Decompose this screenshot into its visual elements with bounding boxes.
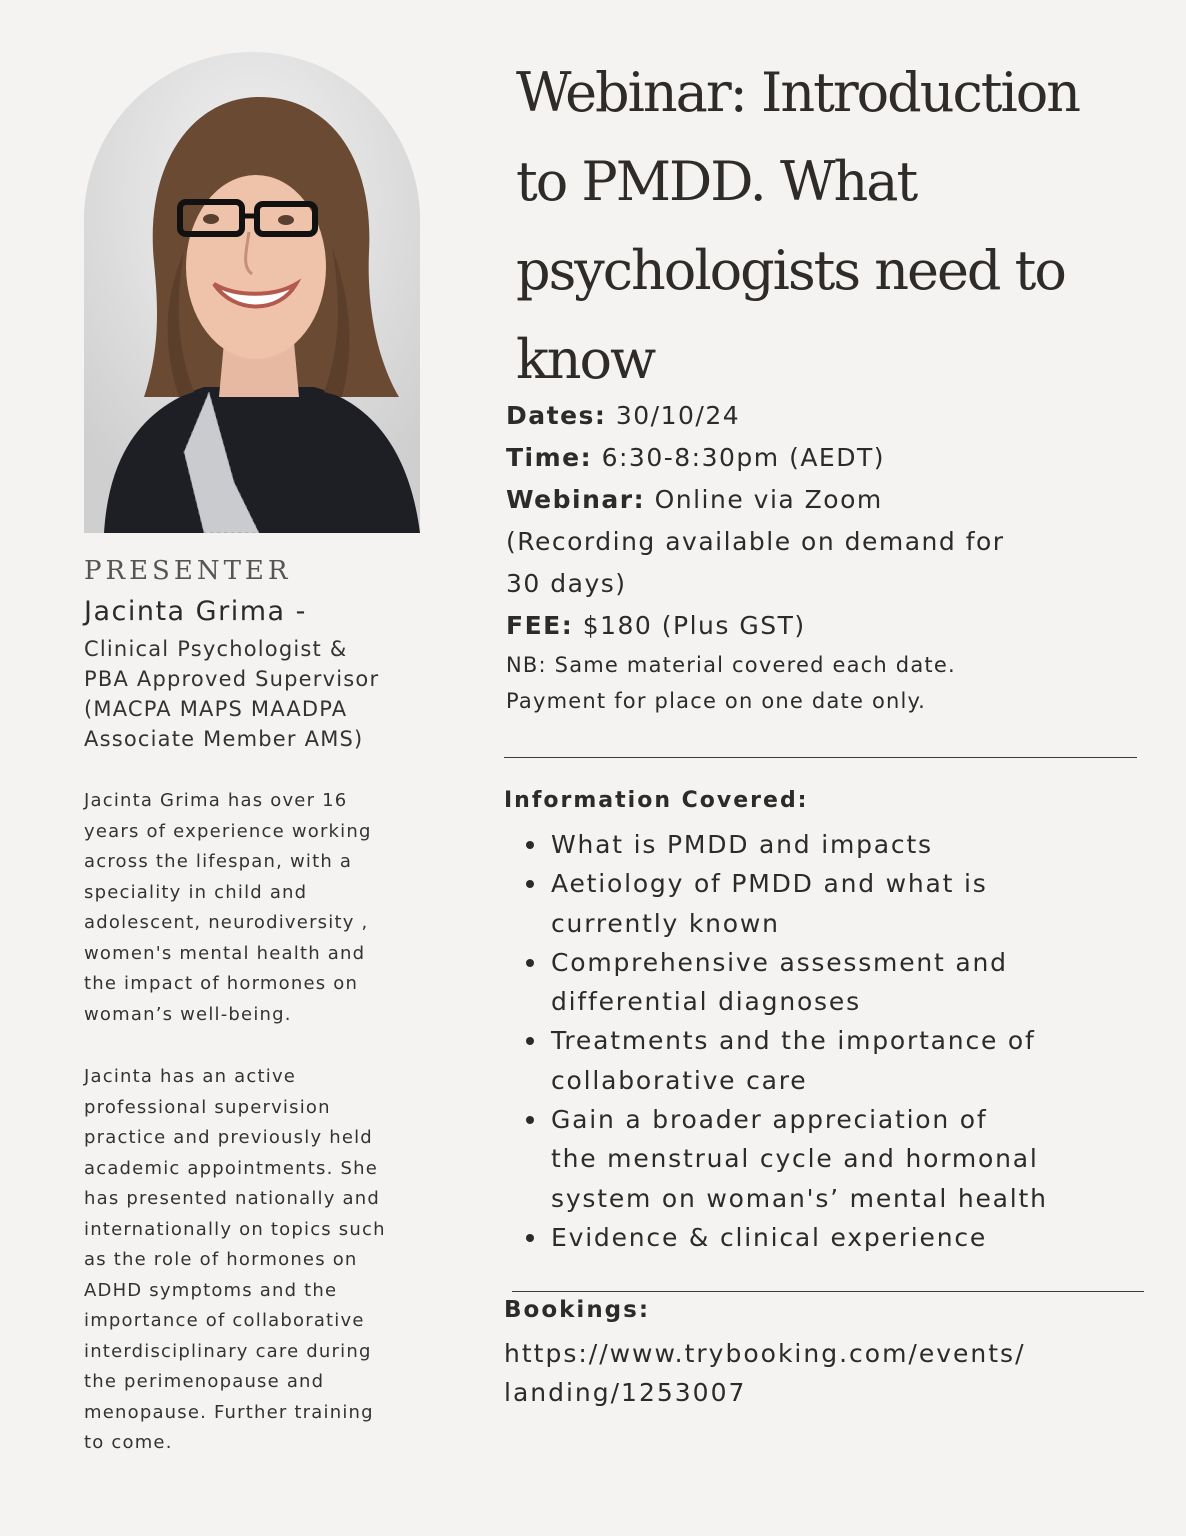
bio-line: interdisciplinary care during bbox=[84, 1340, 372, 1362]
recording-note: (Recording available on demand for bbox=[506, 527, 1005, 556]
date-note: NB: Same material covered each date. bbox=[506, 653, 956, 677]
bookings-url-line[interactable]: https://www.trybooking.com/events/ bbox=[504, 1339, 1026, 1368]
bio-paragraph-supervision bbox=[84, 1062, 484, 1459]
title-line: psychologists need to bbox=[516, 239, 1065, 302]
presenter-label: PRESENTER bbox=[84, 556, 292, 586]
info-item-text: Treatments and the importance of bbox=[551, 1026, 1036, 1056]
bio-line: as the role of hormones on bbox=[84, 1249, 358, 1270]
info-item bbox=[520, 1218, 1140, 1257]
bio-line: adolescent, neurodiversity , bbox=[84, 912, 369, 933]
bookings-heading: Bookings: bbox=[504, 1297, 651, 1323]
info-item bbox=[520, 943, 1140, 1022]
info-item-text: Evidence & clinical experience bbox=[551, 1222, 988, 1252]
webinar-row bbox=[506, 479, 1146, 521]
info-item-text: the menstrual cycle and hormonal bbox=[551, 1144, 1039, 1174]
fee-label: FEE: bbox=[506, 611, 574, 640]
info-item-text: differential diagnoses bbox=[551, 987, 861, 1017]
presenter-photo-illustration bbox=[84, 52, 420, 533]
bio-line: academic appointments. She bbox=[84, 1157, 378, 1179]
bio-line: speciality in child and bbox=[84, 881, 308, 903]
fee-row bbox=[506, 605, 1146, 647]
bullet-icon bbox=[526, 1116, 534, 1124]
info-item-text: Gain a broader appreciation of bbox=[551, 1105, 988, 1135]
credential-line: Clinical Psychologist & bbox=[84, 637, 348, 661]
dates-value: 30/10/24 bbox=[615, 401, 741, 430]
presenter-name: Jacinta Grima - bbox=[84, 596, 307, 627]
bio-line: menopause. Further training bbox=[84, 1401, 374, 1423]
bio-line: importance of collaborative bbox=[84, 1310, 365, 1331]
presenter-photo bbox=[84, 52, 420, 533]
bio-line: Jacinta Grima has over 16 bbox=[84, 790, 348, 811]
title-line: Webinar: Introduction bbox=[516, 61, 1080, 124]
info-item-text: Comprehensive assessment and bbox=[551, 947, 1008, 977]
info-item bbox=[520, 864, 1140, 943]
dates-row bbox=[506, 395, 1146, 437]
bio-line: professional supervision bbox=[84, 1096, 331, 1118]
credential-line: PBA Approved Supervisor bbox=[84, 667, 380, 691]
section-divider bbox=[512, 1291, 1144, 1292]
credential-line: (MACPA MAPS MAADPA bbox=[84, 697, 348, 721]
credential-line: Associate Member AMS) bbox=[84, 727, 364, 751]
info-heading: Information Covered: bbox=[504, 788, 809, 813]
bookings-link[interactable] bbox=[504, 1334, 1026, 1412]
bookings-url-line[interactable]: landing/1253007 bbox=[504, 1378, 747, 1407]
time-row bbox=[506, 437, 1146, 479]
info-item bbox=[520, 1100, 1140, 1218]
dates-label: Dates: bbox=[506, 401, 607, 430]
bio-line: the perimenopause and bbox=[84, 1371, 325, 1392]
webinar-value: Online via Zoom bbox=[654, 485, 883, 514]
event-details bbox=[506, 395, 1146, 719]
title-line: to PMDD. What bbox=[516, 150, 917, 213]
recording-note: 30 days) bbox=[506, 569, 627, 598]
bio-line: woman’s well-being. bbox=[84, 1003, 292, 1025]
info-list bbox=[520, 825, 1140, 1257]
bio-line: to come. bbox=[84, 1432, 173, 1453]
bio-line: across the lifespan, with a bbox=[84, 851, 353, 872]
date-note: Payment for place on one date only. bbox=[506, 689, 927, 713]
section-divider bbox=[504, 757, 1137, 758]
bullet-icon bbox=[526, 959, 534, 967]
bullet-icon bbox=[526, 1037, 534, 1045]
bio-line: internationally on topics such bbox=[84, 1218, 386, 1240]
info-item-text: What is PMDD and impacts bbox=[551, 830, 933, 859]
info-item-text: collaborative care bbox=[551, 1065, 808, 1095]
fee-value: $180 (Plus GST) bbox=[582, 611, 806, 640]
bio-line: the impact of hormones on bbox=[84, 973, 359, 994]
info-item-text: system on woman's’ mental health bbox=[551, 1183, 1048, 1213]
presenter-credentials bbox=[84, 634, 484, 754]
bio-line: years of experience working bbox=[84, 820, 372, 842]
info-item bbox=[520, 825, 1140, 864]
info-item bbox=[520, 1021, 1140, 1100]
bullet-icon bbox=[526, 841, 534, 849]
info-item-text: currently known bbox=[551, 908, 780, 938]
webinar-label: Webinar: bbox=[506, 485, 646, 514]
bio-line: has presented nationally and bbox=[84, 1188, 380, 1209]
time-value: 6:30-8:30pm (AEDT) bbox=[601, 443, 885, 472]
info-item-text: Aetiology of PMDD and what is bbox=[551, 869, 988, 899]
bio-paragraph-experience bbox=[84, 786, 484, 1030]
bio-line: women's mental health and bbox=[84, 942, 366, 964]
webinar-title bbox=[516, 48, 1166, 404]
bio-line: practice and previously held bbox=[84, 1127, 373, 1148]
title-line: know bbox=[516, 328, 655, 391]
time-label: Time: bbox=[506, 443, 593, 472]
bullet-icon bbox=[526, 1234, 534, 1242]
bullet-icon bbox=[526, 880, 534, 888]
bio-line: Jacinta has an active bbox=[84, 1066, 297, 1087]
bio-line: ADHD symptoms and the bbox=[84, 1279, 338, 1301]
